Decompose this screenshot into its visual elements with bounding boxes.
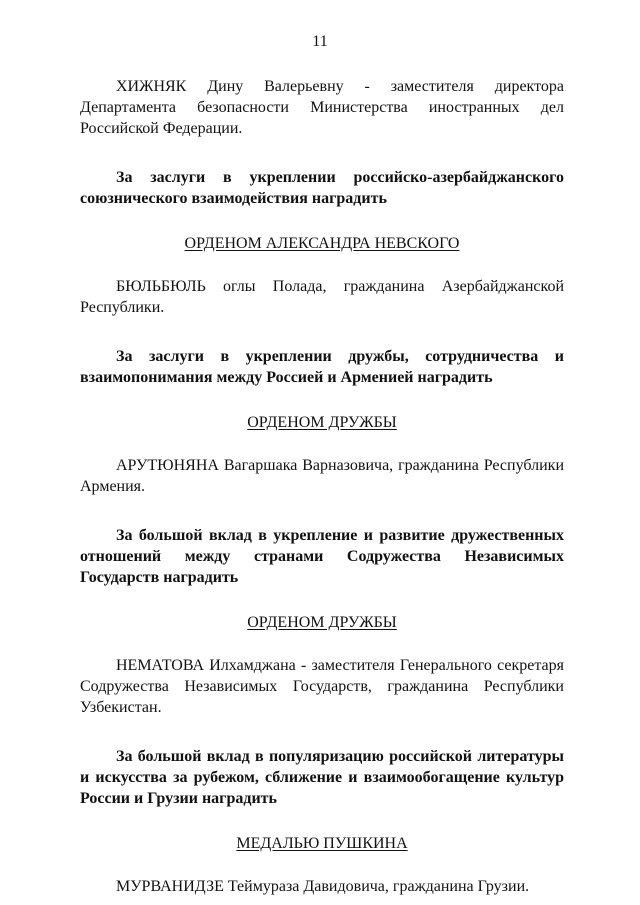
merit-paragraph-4: За большой вклад в популяризацию российской литературы и искусства за рубежом, сближение и взаимообогащение культур России и Грузии наградить (80, 748, 564, 807)
award-heading-4: МЕДАЛЬЮ ПУШКИНА (236, 835, 408, 852)
recipient-paragraph-4: НЕМАТОВА Илхамджана - заместителя Генерального секретаря Содружества Независимых Государств, гражданина Республики Узбекистан. (80, 657, 564, 716)
page-number: 11 (312, 33, 328, 50)
recipient-paragraph-1: ХИЖНЯК Дину Валерьевну - заместителя директора Департамента безопасности Министерства иностранных дел Российской Федерации. (80, 78, 564, 137)
document-body (80, 76, 564, 897)
award-heading-2: ОРДЕНОМ ДРУЖБЫ (247, 414, 397, 431)
award-heading-1: ОРДЕНОМ АЛЕКСАНДРА НЕВСКОГО (184, 235, 460, 252)
merit-paragraph-3: За большой вклад в укрепление и развитие дружественных отношений между странами Содружества Независимых Государств наградить (80, 527, 564, 586)
recipient-paragraph-2: БЮЛЬБЮЛЬ оглы Полада, гражданина Азербайджанской Республики. (80, 278, 564, 316)
merit-paragraph-1: За заслуги в укреплении российско-азербайджанского союзнического взаимодействия наградить (80, 169, 564, 207)
award-heading-3: ОРДЕНОМ ДРУЖБЫ (247, 614, 397, 631)
recipient-paragraph-5: МУРВАНИДЗЕ Теймураза Давидовича, гражданина Грузии. (116, 878, 530, 895)
merit-paragraph-2: За заслуги в укреплении дружбы, сотрудничества и взаимопонимания между Россией и Арменией наградить (80, 348, 564, 386)
recipient-paragraph-3: АРУТЮНЯНА Вагаршака Варназовича, гражданина Республики Армения. (80, 457, 564, 495)
